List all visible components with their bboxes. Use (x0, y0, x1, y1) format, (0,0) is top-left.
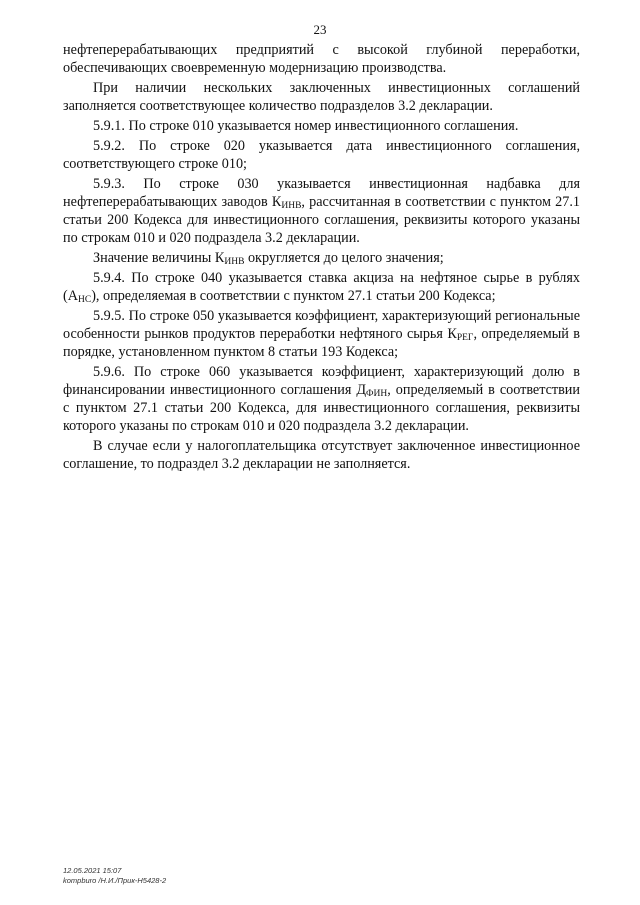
text-segment: 5.9.4. По строке 040 указывается ставка акциза на нефтяное сырье в рублях (А (63, 270, 580, 304)
page-number: 23 (313, 22, 327, 37)
subscript-index: НС (77, 295, 92, 305)
paragraph-p9 (63, 437, 580, 473)
text-segment: 5.9.5. По строке 050 указывается коэффициент, характеризующий региональные особенности рынков продуктов переработки нефтяного сырья К (63, 308, 580, 342)
text-segment: При наличии нескольких заключенных инвестиционных соглашений заполняется соответствующее количество подразделов 3.2 декларации. (63, 80, 580, 114)
footer-timestamp: 12.05.2021 15:07 (63, 866, 122, 875)
text-segment: нефтеперерабатывающих предприятий с высокой глубиной переработки, обеспечивающих своевременную модернизацию производства. (63, 42, 580, 76)
footer-stamp (63, 866, 166, 886)
footer-file-reference: kompburo /Н.И./Прик-Н5428-2 (63, 876, 167, 885)
paragraph-p3 (63, 137, 580, 173)
text-segment: округляется до целого значения; (244, 250, 444, 266)
text-segment: ), определяемая в соответствии с пунктом 27.1 статьи 200 Кодекса; (91, 288, 496, 304)
paragraph-p1 (63, 79, 580, 115)
paragraph-p7 (63, 307, 580, 361)
paragraph-p8 (63, 363, 580, 435)
text-segment: , определяемый в порядке, установленном пунктом 8 статьи 193 Кодекса; (63, 326, 580, 360)
text-segment: В случае если у налогоплательщика отсутствует заключенное инвестиционное соглашение, то подраздел 3.2 декларации не заполняется. (63, 438, 580, 472)
paragraph-p2 (63, 117, 580, 135)
text-segment: , определяемый в соответствии с пунктом 27.1 статьи 200 Кодекса, для инвестиционного соглашения, реквизиты которого указаны по строкам 010 и 020 подраздела 3.2 декларации. (63, 382, 580, 434)
paragraph-p0 (63, 41, 580, 77)
text-segment: 5.9.1. По строке 010 указывается номер инвестиционного соглашения. (93, 118, 519, 134)
document-body (63, 41, 580, 473)
text-segment: , рассчитанная в соответствии с пунктом 27.1 статьи 200 Кодекса для инвестиционного соглашения, реквизиты которого указаны по строкам 010 и 020 подраздела 3.2 декларации. (63, 194, 580, 246)
paragraph-p5 (63, 249, 580, 267)
paragraph-p6 (63, 269, 580, 305)
text-segment: 5.9.2. По строке 020 указывается дата инвестиционного соглашения, соответствующего строке 010; (63, 138, 580, 172)
text-segment: 5.9.6. По строке 060 указывается коэффициент, характеризующий долю в финансировании инвестиционного соглашения Д (63, 364, 580, 398)
text-segment: 5.9.3. По строке 030 указывается инвестиционная надбавка для нефтеперерабатывающих заводов К (63, 176, 580, 210)
subscript-index: РЕГ (456, 333, 474, 343)
subscript-index: ИНВ (224, 257, 245, 267)
subscript-index: ФИН (366, 389, 388, 399)
text-segment: Значение величины К (93, 250, 225, 266)
paragraph-p4 (63, 175, 580, 247)
subscript-index: ИНВ (281, 201, 302, 211)
